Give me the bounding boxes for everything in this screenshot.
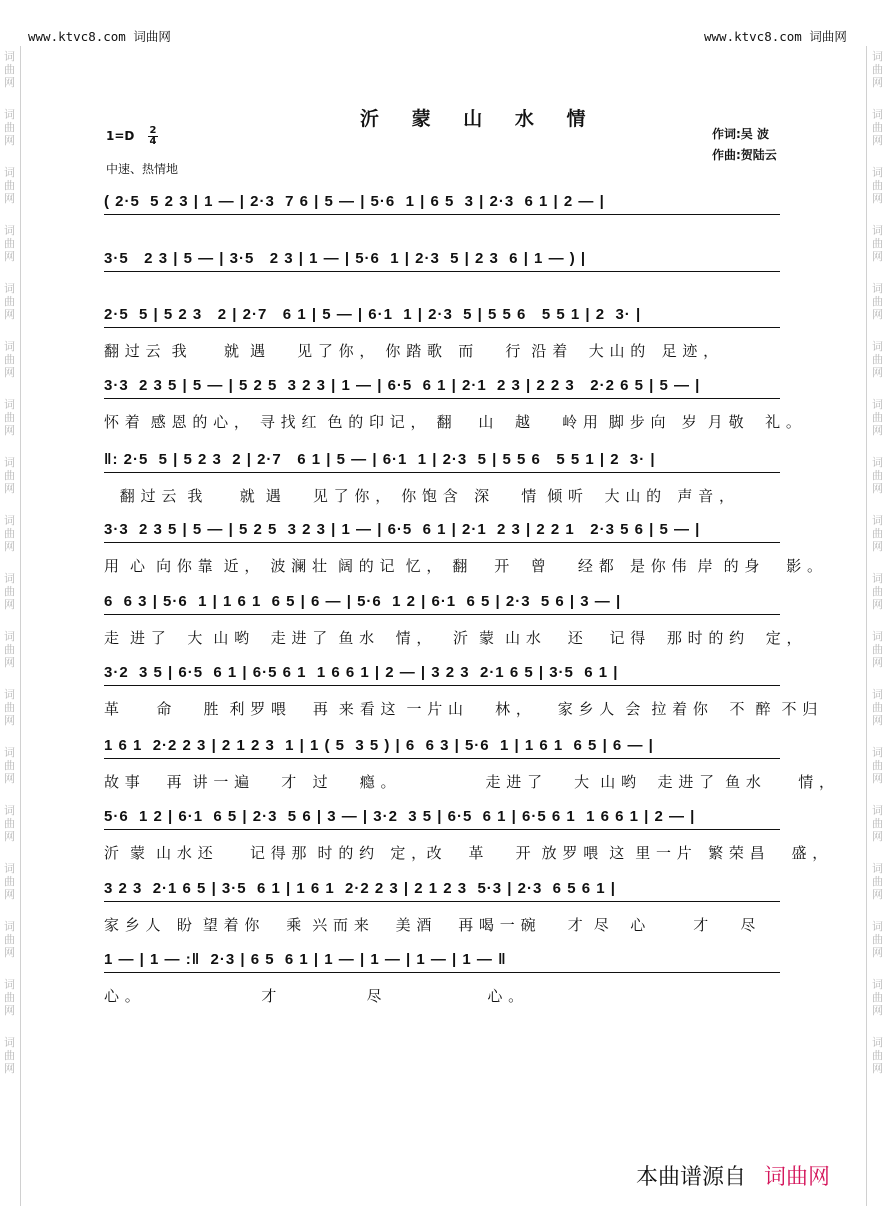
beam-line [104,214,780,215]
watermark-char: 曲 [872,817,883,830]
watermark-char: 词 [872,1036,883,1049]
watermark-char: 网 [4,134,15,147]
watermark-char: 网 [872,482,883,495]
key-signature: 1=D [106,129,135,143]
watermark-char: 词 [4,108,15,121]
watermark-char: 网 [4,888,15,901]
right-watermark-column [872,50,888,1094]
watermark-group [4,166,20,205]
watermark-char: 网 [4,1062,15,1075]
lyric-row: 沂 蒙 山 水 还 记 得 那 时 的 约 定 ，改 革 开 放 罗 喂 这 里 一 片 繁 荣 昌 盛 ， [104,844,828,862]
watermark-group [872,398,888,437]
watermark-char: 曲 [4,63,15,76]
watermark-char: 词 [4,862,15,875]
lyric-row: 用 心 向 你 靠 近 ， 波 澜 壮 阔 的 记 忆 ， 翻 开 曾 经 都 是 你 伟 岸 的 身 影 。 [104,557,823,575]
watermark-char: 网 [872,946,883,959]
footer-source-label: 本曲谱源自 [636,1165,747,1190]
watermark-char: 词 [872,456,883,469]
watermark-char: 曲 [872,353,883,366]
beam-line [104,542,780,543]
watermark-char: 网 [872,366,883,379]
beam-line [104,901,780,902]
watermark-char: 网 [4,598,15,611]
lyric-row: 革 命 胜 利 罗 喂 再 来 看 这 一 片 山 林 ， 家 乡 人 会 拉 着 你 不 醉 不 归 [104,700,818,718]
watermark-group [4,630,20,669]
watermark-char: 曲 [4,295,15,308]
watermark-char: 网 [872,308,883,321]
notation-row: 2·5 5 | 5 2 3 2 | 2·7 6 1 | 5 — | 6·1 1 | 2·3 5 | 5 5 6 5 5 1 | 2 3· | [104,306,642,323]
watermark-char: 词 [872,514,883,527]
watermark-char: 曲 [4,817,15,830]
watermark-char: 词 [872,920,883,933]
watermark-group [872,1036,888,1075]
watermark-char: 曲 [4,759,15,772]
lyric-row: 家 乡 人 盼 望 着 你 乘 兴 而 来 美 酒 再 喝 一 碗 才 尽 心 才 尽 [104,916,756,934]
watermark-group [872,340,888,379]
watermark-char: 网 [4,1004,15,1017]
watermark-char: 网 [4,366,15,379]
lyricist-credit: 作词:吴 波 [712,127,769,141]
notation-row: ‖: 2·5 5 | 5 2 3 2 | 2·7 6 1 | 5 — | 6·1 1 | 2·3 5 | 5 5 6 5 5 1 | 2 3· | [104,451,656,468]
watermark-char: 网 [4,482,15,495]
watermark-group [4,862,20,901]
watermark-group [4,108,20,147]
watermark-char: 网 [4,656,15,669]
lyric-row: 怀 着 感 恩 的 心 ， 寻 找 红 色 的 印 记 ， 翻 山 越 岭 用 脚 步 向 岁 月 敬 礼 。 [104,413,802,431]
header-url-left[interactable]: www.ktvc8.com 词曲网 [28,29,171,44]
watermark-char: 词 [872,630,883,643]
watermark-char: 曲 [872,875,883,888]
watermark-char: 词 [872,688,883,701]
watermark-char: 曲 [872,1049,883,1062]
watermark-group [872,862,888,901]
footer-brand-link[interactable]: 词曲网 [764,1165,831,1190]
watermark-group [872,514,888,553]
watermark-char: 词 [4,398,15,411]
watermark-char: 词 [4,224,15,237]
watermark-group [4,920,20,959]
watermark-char: 网 [4,830,15,843]
watermark-char: 网 [872,830,883,843]
lyric-row: 翻 过 云 我 就 遇 见 了 你 ， 你 饱 含 深 情 倾 听 大 山 的 声 音 ， [104,487,735,505]
notation-row: 1 — | 1 — :‖ 2·3 | 6 5 6 1 | 1 — | 1 — | 1 — | 1 — ‖ [104,951,507,968]
watermark-group [872,746,888,785]
time-signature-bottom: 4 [149,136,157,147]
notation-row: 3·2 3 5 | 6·5 6 1 | 6·5 6 1 1 6 6 1 | 2 — | 3 2 3 2·1 6 5 | 3·5 6 1 | [104,664,619,681]
watermark-char: 曲 [872,63,883,76]
watermark-char: 曲 [4,701,15,714]
watermark-group [872,108,888,147]
watermark-char: 网 [872,1062,883,1075]
watermark-char: 词 [872,978,883,991]
watermark-group [4,514,20,553]
watermark-char: 网 [872,250,883,263]
notation-row: 1 6 1 2·2 2 3 | 2 1 2 3 1 | 1 ( 5 3 5 ) | 6 6 3 | 5·6 1 | 1 6 1 6 5 | 6 — | [104,737,654,754]
watermark-char: 曲 [872,121,883,134]
watermark-char: 曲 [4,237,15,250]
watermark-group [4,572,20,611]
watermark-char: 网 [4,540,15,553]
watermark-char: 曲 [4,875,15,888]
watermark-group [4,224,20,263]
left-border-line [20,46,21,1206]
watermark-char: 网 [872,76,883,89]
watermark-group [872,166,888,205]
composer-credit: 作曲:贺陆云 [712,148,777,162]
watermark-char: 词 [4,282,15,295]
left-watermark-column [4,50,20,1094]
watermark-group [4,340,20,379]
notation-row: 5·6 1 2 | 6·1 6 5 | 2·3 5 6 | 3 — | 3·2 3 5 | 6·5 6 1 | 6·5 6 1 1 6 6 1 | 2 — | [104,808,696,825]
lyric-row: 故 事 再 讲 一 遍 才 过 瘾 。 走 进 了 大 山 哟 走 进 了 鱼 水 情 ， [104,773,835,791]
watermark-char: 曲 [4,527,15,540]
watermark-char: 网 [872,714,883,727]
watermark-group [872,50,888,89]
watermark-char: 曲 [872,933,883,946]
watermark-char: 曲 [872,295,883,308]
watermark-char: 曲 [872,237,883,250]
watermark-char: 曲 [4,411,15,424]
watermark-char: 词 [872,804,883,817]
watermark-char: 网 [4,250,15,263]
watermark-char: 词 [872,282,883,295]
watermark-char: 词 [872,166,883,179]
header-url-right[interactable]: www.ktvc8.com 词曲网 [704,29,847,44]
watermark-char: 曲 [4,353,15,366]
watermark-char: 词 [4,746,15,759]
watermark-char: 词 [872,572,883,585]
watermark-char: 词 [4,920,15,933]
watermark-char: 曲 [4,585,15,598]
watermark-group [872,572,888,611]
beam-line [104,758,780,759]
beam-line [104,398,780,399]
watermark-group [4,1036,20,1075]
watermark-char: 网 [4,424,15,437]
watermark-char: 曲 [4,991,15,1004]
watermark-char: 曲 [872,527,883,540]
watermark-char: 曲 [4,1049,15,1062]
watermark-group [872,920,888,959]
watermark-char: 曲 [4,643,15,656]
notation-row: 6 6 3 | 5·6 1 | 1 6 1 6 5 | 6 — | 5·6 1 2 | 6·1 6 5 | 2·3 5 6 | 3 — | [104,593,622,610]
beam-line [104,271,780,272]
watermark-group [872,804,888,843]
watermark-char: 网 [4,946,15,959]
watermark-char: 词 [872,108,883,121]
watermark-char: 词 [4,50,15,63]
watermark-char: 网 [4,192,15,205]
beam-line [104,614,780,615]
watermark-group [4,398,20,437]
watermark-char: 词 [4,688,15,701]
watermark-char: 网 [872,888,883,901]
watermark-char: 词 [872,340,883,353]
watermark-group [4,978,20,1017]
watermark-group [872,688,888,727]
watermark-char: 网 [4,76,15,89]
watermark-char: 词 [4,630,15,643]
watermark-char: 词 [4,456,15,469]
watermark-char: 曲 [872,179,883,192]
watermark-char: 网 [4,308,15,321]
notation-row: 3·3 2 3 5 | 5 — | 5 2 5 3 2 3 | 1 — | 6·5 6 1 | 2·1 2 3 | 2 2 3 2·2 6 5 | 5 — | [104,377,701,394]
time-signature-top: 2 [149,125,157,136]
watermark-char: 词 [872,398,883,411]
watermark-char: 词 [4,978,15,991]
watermark-group [4,746,20,785]
watermark-group [872,978,888,1017]
watermark-char: 网 [4,772,15,785]
watermark-char: 网 [872,598,883,611]
notation-row: 3·5 2 3 | 5 — | 3·5 2 3 | 1 — | 5·6 1 | 2·3 5 | 2 3 6 | 1 — ) | [104,250,587,267]
watermark-char: 词 [4,572,15,585]
watermark-char: 曲 [872,759,883,772]
watermark-char: 网 [872,134,883,147]
watermark-char: 词 [872,862,883,875]
watermark-char: 曲 [872,585,883,598]
watermark-char: 曲 [4,179,15,192]
watermark-char: 词 [4,340,15,353]
watermark-group [872,282,888,321]
song-title: 沂 蒙 山 水 情 [360,108,599,130]
time-signature [148,126,158,147]
notation-row: 3 2 3 2·1 6 5 | 3·5 6 1 | 1 6 1 2·2 2 3 | 2 1 2 3 5·3 | 2·3 6 5 6 1 | [104,880,616,897]
watermark-group [4,50,20,89]
watermark-char: 网 [872,656,883,669]
watermark-group [4,688,20,727]
watermark-char: 网 [4,714,15,727]
lyric-row: 心 。 才 尽 心 。 [104,987,524,1005]
watermark-char: 网 [872,192,883,205]
beam-line [104,685,780,686]
watermark-group [4,456,20,495]
beam-line [104,972,780,973]
watermark-char: 词 [4,166,15,179]
beam-line [104,472,780,473]
watermark-char: 词 [872,50,883,63]
watermark-char: 网 [872,1004,883,1017]
watermark-char: 词 [4,804,15,817]
lyric-row: 走 进 了 大 山 哟 走 进 了 鱼 水 情 ， 沂 蒙 山 水 还 记 得 那 时 的 约 定 ， [104,629,803,647]
watermark-char: 曲 [4,933,15,946]
watermark-char: 词 [4,1036,15,1049]
watermark-char: 网 [872,772,883,785]
watermark-group [4,282,20,321]
watermark-group [872,224,888,263]
watermark-char: 词 [872,746,883,759]
beam-line [104,829,780,830]
watermark-char: 网 [872,424,883,437]
right-border-line [866,46,867,1206]
notation-row: 3·3 2 3 5 | 5 — | 5 2 5 3 2 3 | 1 — | 6·5 6 1 | 2·1 2 3 | 2 2 1 2·3 5 6 | 5 — | [104,521,701,538]
watermark-group [872,456,888,495]
watermark-char: 曲 [4,469,15,482]
watermark-group [4,804,20,843]
lyric-row: 翻 过 云 我 就 遇 见 了 你 ， 你 踏 歌 而 行 沿 着 大 山 的 足 迹 ， [104,342,719,360]
footer-source [636,1160,830,1191]
watermark-char: 曲 [4,121,15,134]
notation-row: ( 2·5 5 2 3 | 1 — | 2·3 7 6 | 5 — | 5·6 1 | 6 5 3 | 2·3 6 1 | 2 — | [104,193,605,210]
watermark-char: 网 [872,540,883,553]
watermark-group [872,630,888,669]
watermark-char: 曲 [872,643,883,656]
beam-line [104,327,780,328]
watermark-char: 曲 [872,469,883,482]
watermark-char: 曲 [872,991,883,1004]
watermark-char: 曲 [872,411,883,424]
watermark-char: 曲 [872,701,883,714]
watermark-char: 词 [4,514,15,527]
watermark-char: 词 [872,224,883,237]
tempo-marking: 中速、热情地 [106,162,179,176]
